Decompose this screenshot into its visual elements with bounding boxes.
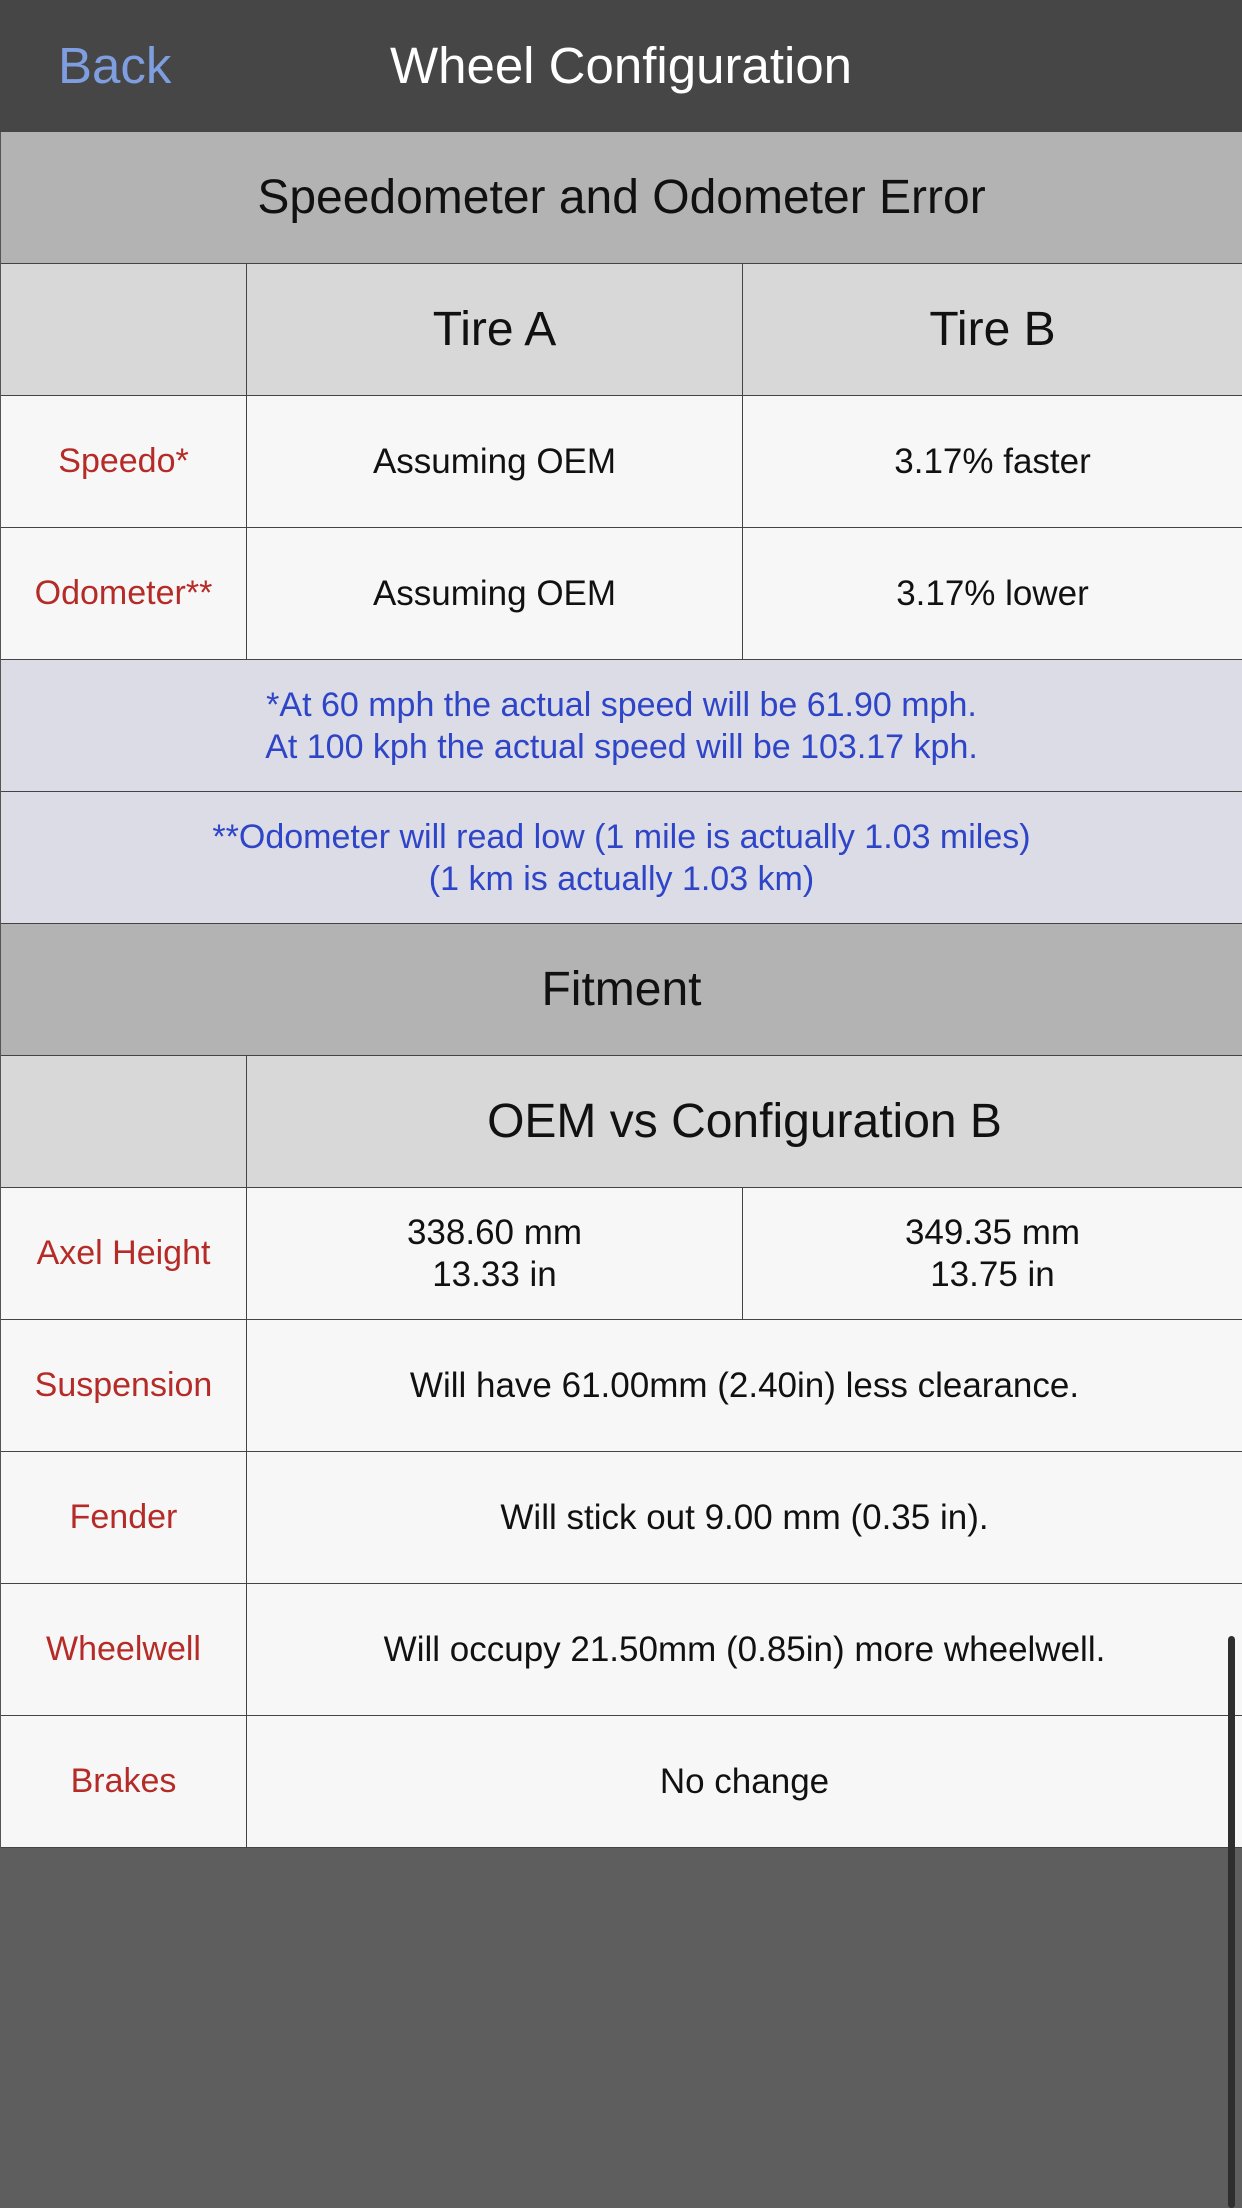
odometer-note-line: **Odometer will read low (1 mile is actually 1.03 miles)	[212, 817, 1031, 856]
vertical-scrollbar[interactable]	[1228, 1636, 1235, 2208]
results-table	[0, 132, 1242, 1848]
odometer-label: Odometer**	[1, 528, 247, 659]
speedo-label: Speedo*	[1, 396, 247, 527]
odometer-tire-b: 3.17% lower	[743, 528, 1242, 659]
odometer-note-row	[1, 792, 1242, 924]
speed-note-line: At 100 kph the actual speed will be 103.17 kph.	[265, 727, 978, 766]
suspension-label: Suspension	[1, 1320, 247, 1451]
speedo-tire-b: 3.17% faster	[743, 396, 1242, 527]
comparison-header: OEM vs Configuration B	[247, 1056, 1242, 1187]
axel-height-oem-mm: 338.60 mm	[406, 1212, 583, 1252]
axel-height-label: Axel Height	[1, 1188, 247, 1319]
odometer-tire-a: Assuming OEM	[247, 528, 743, 659]
axel-height-b-mm: 349.35 mm	[904, 1212, 1081, 1252]
table-row	[1, 396, 1242, 528]
fender-value: Will stick out 9.00 mm (0.35 in).	[247, 1452, 1242, 1583]
brakes-label: Brakes	[1, 1716, 247, 1847]
axel-height-oem	[247, 1188, 743, 1319]
section-header-speedometer	[1, 132, 1242, 264]
empty-header-cell	[1, 1056, 247, 1187]
table-row	[1, 1716, 1242, 1848]
axel-height-config-b	[743, 1188, 1242, 1319]
table-row	[1, 1584, 1242, 1716]
odometer-note	[1, 792, 1242, 923]
tire-header-row	[1, 264, 1242, 396]
table-row	[1, 528, 1242, 660]
speed-note-line: *At 60 mph the actual speed will be 61.90 mph.	[266, 685, 977, 724]
back-button[interactable]: Back	[58, 37, 172, 94]
table-row	[1, 1188, 1242, 1320]
section-title: Fitment	[1, 924, 1242, 1055]
tire-a-header: Tire A	[247, 264, 743, 395]
wheelwell-value: Will occupy 21.50mm (0.85in) more wheelwell.	[247, 1584, 1242, 1715]
fitment-header-row	[1, 1056, 1242, 1188]
speed-note-row	[1, 660, 1242, 792]
tire-b-header: Tire B	[743, 264, 1242, 395]
axel-height-b-in: 13.75 in	[930, 1254, 1055, 1294]
empty-header-cell	[1, 264, 247, 395]
fender-label: Fender	[1, 1452, 247, 1583]
wheelwell-label: Wheelwell	[1, 1584, 247, 1715]
navigation-bar	[0, 0, 1242, 133]
table-row	[1, 1320, 1242, 1452]
page-title: Wheel Configuration	[389, 37, 853, 94]
odometer-note-line: (1 km is actually 1.03 km)	[428, 859, 815, 898]
speed-note	[1, 660, 1242, 791]
speedo-tire-a: Assuming OEM	[247, 396, 743, 527]
section-title: Speedometer and Odometer Error	[1, 132, 1242, 263]
brakes-value: No change	[247, 1716, 1242, 1847]
suspension-value: Will have 61.00mm (2.40in) less clearance.	[247, 1320, 1242, 1451]
table-row	[1, 1452, 1242, 1584]
axel-height-oem-in: 13.33 in	[432, 1254, 557, 1294]
section-header-fitment	[1, 924, 1242, 1056]
